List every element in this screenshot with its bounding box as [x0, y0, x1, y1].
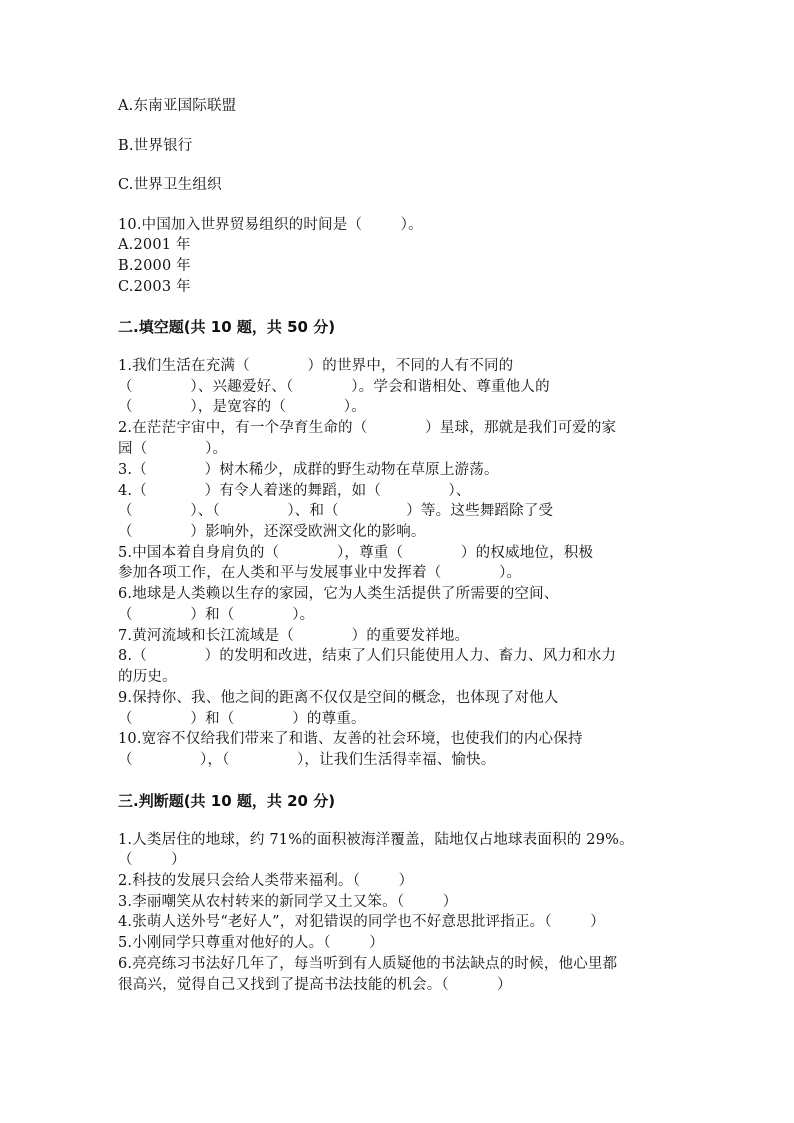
section3-title: 三.判断题(共 10 题，共 20 分): [118, 792, 336, 810]
q10-option-b: B.2000 年: [118, 258, 191, 274]
judge-line: 4.张萌人送外号“老好人”，对犯错误的同学也不好意思批评指正。（ ）: [118, 914, 605, 930]
judge-line: 1.人类居住的地球，约 71%的面积被海洋覆盖，陆地仅占地球表面积的 29%。: [118, 832, 634, 848]
judge-line: 很高兴，觉得自己又找到了提高书法技能的机会。（ ）: [118, 977, 512, 993]
fill-line: （ ）、兴趣爱好、（ ）。学会和谐相处、尊重他人的: [118, 379, 550, 395]
fill-line: 5.中国本着自身肩负的（ ），尊重（ ）的权威地位，积极: [118, 545, 594, 561]
q9-option-b: B.世界银行: [118, 138, 193, 154]
fill-line: 8.（ ）的发明和改进，结束了人们只能使用人力、畜力、风力和水力: [118, 648, 617, 664]
fill-line: 4.（ ）有令人着迷的舞蹈，如（ ）、: [118, 483, 471, 499]
judge-line: 2.科技的发展只会给人类带来福利。（ ）: [118, 873, 414, 889]
fill-line: 园（ ）。: [118, 441, 228, 457]
fill-line: （ ）影响外，还深受欧洲文化的影响。: [118, 524, 426, 540]
fill-line: 的历史。: [118, 669, 177, 685]
fill-line: 3.（ ）树木稀少，成群的野生动物在草原上游荡。: [118, 462, 499, 478]
fill-line: 6.地球是人类赖以生存的家园，它为人类生活提供了所需要的空间、: [118, 586, 559, 602]
fill-line: （ ）、（ ）、和（ ）等。这些舞蹈除了受: [118, 503, 554, 519]
fill-line: 9.保持你、我、他之间的距离不仅仅是空间的概念，也体现了对他人: [118, 690, 559, 706]
judge-line: 3.李丽嘲笑从农村转来的新同学又土又笨。（ ）: [118, 894, 458, 910]
judge-line: 6.亮亮练习书法好几年了，每当听到有人质疑他的书法缺点的时候，他心里都: [118, 956, 618, 972]
fill-line: 1.我们生活在充满（ ）的世界中，不同的人有不同的: [118, 358, 514, 374]
fill-line: 2.在茫茫宇宙中，有一个孕育生命的（ ）星球，那就是我们可爱的家: [118, 420, 617, 436]
fill-line: 10.宽容不仅给我们带来了和谐、友善的社会环境，也使我们的内心保持: [118, 731, 583, 747]
q10-option-a: A.2001 年: [118, 237, 191, 253]
q9-option-c: C.世界卫生组织: [118, 177, 222, 193]
judge-line: （ ）: [118, 852, 186, 868]
q10-stem: 10.中国加入世界贸易组织的时间是（ ）。: [118, 217, 423, 233]
fill-line: （ ），是宽容的（ ）。: [118, 399, 366, 415]
fill-line: 参加各项工作，在人类和平与发展事业中发挥着（ ）。: [118, 565, 522, 581]
fill-line: （ ），（ ），让我们生活得幸福、愉快。: [118, 752, 496, 768]
fill-line: （ ）和（ ）的尊重。: [118, 711, 366, 727]
fill-line: 7.黄河流域和长江流域是（ ）的重要发祥地。: [118, 628, 470, 644]
section2-title: 二.填空题(共 10 题，共 50 分): [118, 318, 336, 336]
fill-line: （ ）和（ ）。: [118, 607, 315, 623]
q10-option-c: C.2003 年: [118, 279, 191, 295]
judge-line: 5.小刚同学只尊重对他好的人。（ ）: [118, 935, 384, 951]
q9-option-a: A.东南亚国际联盟: [118, 98, 237, 114]
